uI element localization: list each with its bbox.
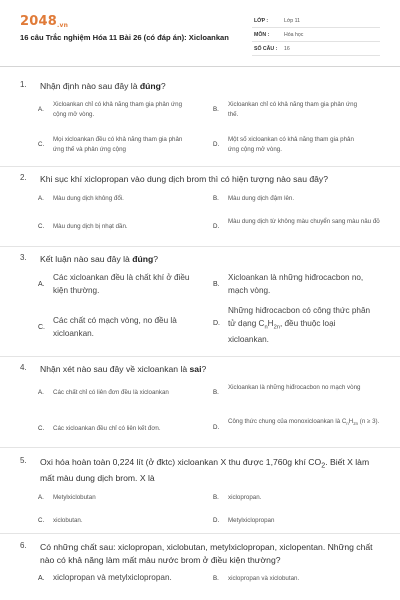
question-text-part: ? bbox=[201, 364, 207, 374]
option-d[interactable] bbox=[213, 305, 378, 346]
option-text: Các xicloankan đều là chất khí ở điều kiện thường. bbox=[53, 273, 190, 295]
meta-key: LỚP : bbox=[254, 18, 269, 24]
subscript: n bbox=[264, 324, 268, 331]
option-text: xiclopropan và metylxiclopropan. bbox=[53, 573, 172, 582]
question-divider bbox=[0, 356, 400, 357]
option-letter: A. bbox=[38, 494, 44, 501]
option-letter: B. bbox=[213, 575, 219, 582]
question-text bbox=[40, 80, 385, 93]
meta-value: Hóa học bbox=[284, 32, 304, 38]
option-text: Màu dung dịch bị nhạt dần. bbox=[53, 223, 128, 230]
option-letter: D. bbox=[213, 517, 220, 524]
page-header bbox=[0, 0, 400, 62]
question-number: 2. bbox=[20, 173, 27, 182]
option-c[interactable] bbox=[38, 516, 203, 526]
question-divider bbox=[0, 447, 400, 448]
site-logo[interactable] bbox=[20, 14, 68, 29]
question-number: 5. bbox=[20, 456, 27, 465]
subscript: 2n bbox=[273, 324, 280, 331]
option-text: H bbox=[348, 418, 354, 425]
question-emphasis: đúng bbox=[132, 254, 154, 264]
question-text bbox=[40, 456, 385, 485]
option-d[interactable] bbox=[213, 516, 378, 526]
option-a[interactable] bbox=[38, 493, 203, 503]
meta-row-count bbox=[252, 42, 380, 56]
option-text: Mọi xicloankan đều có khả năng tham gia phản ứng thế và phản ứng cộng bbox=[53, 136, 183, 153]
option-letter: D. bbox=[213, 223, 220, 230]
option-letter: B. bbox=[213, 389, 219, 396]
option-c[interactable] bbox=[38, 135, 183, 155]
option-letter: C. bbox=[38, 324, 45, 331]
header-divider bbox=[0, 66, 400, 67]
meta-table bbox=[252, 14, 380, 56]
question-text bbox=[40, 363, 385, 376]
option-text: Metylxiclobutan bbox=[53, 494, 96, 501]
option-text: Các xicloankan đều chỉ có liên kết đơn. bbox=[53, 425, 161, 432]
option-b[interactable] bbox=[213, 100, 358, 120]
question-text bbox=[40, 253, 385, 266]
option-text: xiclopropan. bbox=[228, 494, 262, 501]
option-letter: B. bbox=[213, 106, 219, 113]
option-text: Các chất chỉ có liên đơn đều là xicloankan bbox=[53, 389, 169, 396]
option-letter: B. bbox=[213, 281, 220, 288]
option-text: Những hiđrocacbon có công thức phân tử dạng C bbox=[228, 306, 371, 328]
question-emphasis: sai bbox=[189, 364, 202, 374]
option-letter: B. bbox=[213, 494, 219, 501]
question-number: 3. bbox=[20, 253, 27, 262]
question-divider bbox=[0, 246, 400, 247]
option-letter: C. bbox=[38, 517, 45, 524]
option-a[interactable] bbox=[38, 572, 223, 585]
option-d[interactable] bbox=[213, 135, 358, 155]
question-number: 4. bbox=[20, 363, 27, 372]
logo-text: 2048 bbox=[20, 14, 57, 29]
option-text: Công thức chung của monoxicloankan là C bbox=[228, 418, 347, 425]
option-c[interactable] bbox=[38, 424, 213, 434]
logo-suffix: .vn bbox=[56, 22, 69, 29]
subscript: 2n bbox=[353, 421, 359, 427]
question-divider bbox=[0, 533, 400, 534]
option-text: Xicloankan là những hiđrocacbon no, mạch vòng. bbox=[228, 273, 364, 295]
meta-key: SỐ CÂU : bbox=[254, 46, 278, 52]
option-b[interactable] bbox=[213, 383, 380, 396]
option-c[interactable] bbox=[38, 315, 203, 340]
option-letter: A. bbox=[38, 106, 44, 113]
option-letter: D. bbox=[213, 424, 220, 431]
option-b[interactable] bbox=[213, 493, 378, 503]
question-text-part: Nhận xét nào sau đây về xicloankan là bbox=[40, 364, 190, 374]
subscript: n bbox=[346, 421, 349, 427]
option-text: Các chất có mạch vòng, no đều là xicloankan. bbox=[53, 316, 177, 338]
option-letter: C. bbox=[38, 141, 45, 148]
option-d[interactable] bbox=[213, 417, 380, 431]
meta-row-subject bbox=[252, 28, 380, 42]
question-number: 6. bbox=[20, 541, 27, 550]
option-letter: A. bbox=[38, 281, 45, 288]
option-b[interactable] bbox=[213, 574, 380, 584]
option-letter: A. bbox=[38, 575, 45, 582]
option-text: H bbox=[267, 318, 274, 328]
option-a[interactable] bbox=[38, 100, 183, 120]
option-text: xiclopropan và xiclobutan. bbox=[228, 575, 300, 582]
option-letter: C. bbox=[38, 223, 45, 230]
option-letter: C. bbox=[38, 425, 45, 432]
meta-value: 16 bbox=[284, 46, 290, 52]
option-b[interactable] bbox=[213, 194, 378, 204]
option-c[interactable] bbox=[38, 222, 203, 232]
question-text-part: Oxi hóa hoàn toàn 0,224 lít (ở đktc) xicloankan X thu được 1,760g khí CO bbox=[40, 457, 322, 467]
option-d[interactable] bbox=[213, 217, 380, 230]
document-title: 16 câu Trắc nghiệm Hóa 11 Bài 26 (có đáp án): Xicloankan bbox=[20, 33, 229, 42]
question-text: Khi sục khí xiclopropan vào dung dịch brom thì có hiện tượng nào sau đây? bbox=[40, 174, 328, 184]
option-text: xiclobutan. bbox=[53, 517, 83, 524]
meta-key: MÔN : bbox=[254, 32, 270, 38]
option-a[interactable] bbox=[38, 272, 203, 297]
option-text: Xicloankan chỉ có khả năng tham gia phản ứng thế. bbox=[228, 101, 358, 118]
option-letter: D. bbox=[213, 320, 220, 327]
option-b[interactable] bbox=[213, 272, 378, 297]
question-text-part: ? bbox=[160, 81, 166, 91]
option-text: Xicloankan là những hiđrocacbon no mạch vòng bbox=[228, 384, 361, 391]
question-number: 1. bbox=[20, 80, 27, 89]
option-letter: A. bbox=[38, 389, 44, 396]
meta-value: Lớp 11 bbox=[284, 18, 300, 24]
option-text: (n ≥ 3). bbox=[358, 418, 380, 425]
option-text: , đều thuộc loại xicloankan. bbox=[228, 318, 336, 344]
meta-row-class bbox=[252, 14, 380, 28]
option-letter: A. bbox=[38, 195, 44, 202]
option-text: Màu dung dịch từ không màu chuyển sang màu nâu đỏ bbox=[228, 218, 380, 225]
option-text: Xicloankan chỉ có khả năng tham gia phản ứng cộng mở vòng. bbox=[53, 101, 183, 118]
option-text: Metylxiclopropan bbox=[228, 517, 275, 524]
option-letter: B. bbox=[213, 195, 219, 202]
option-text: Màu dung dịch không đổi. bbox=[53, 195, 124, 202]
option-letter: D. bbox=[213, 141, 220, 148]
question-text-part: ? bbox=[153, 254, 158, 264]
subscript: 2 bbox=[321, 461, 326, 470]
option-a[interactable] bbox=[38, 388, 213, 398]
option-text: Một số xicloankan có khả năng tham gia phản ứng cộng mở vòng. bbox=[228, 136, 354, 153]
question-text-part: Kết luận nào sau đây là bbox=[40, 254, 133, 264]
question-emphasis: đúng bbox=[139, 81, 161, 91]
question-divider bbox=[0, 166, 400, 167]
option-text: Màu dung dịch đậm lên. bbox=[228, 195, 295, 202]
question-text-part: Nhận định nào sau đây là bbox=[40, 81, 140, 91]
option-a[interactable] bbox=[38, 194, 203, 204]
question-text-part: . Biết X làm mất màu dung dịch brom. X là bbox=[40, 457, 370, 484]
question-text: Có những chất sau: xiclopropan, xiclobutan, metylxiclopropan, xiclopentan. Những chất nào có khả năng làm mất màu nước brom ở điều kiện thường? bbox=[40, 542, 373, 565]
